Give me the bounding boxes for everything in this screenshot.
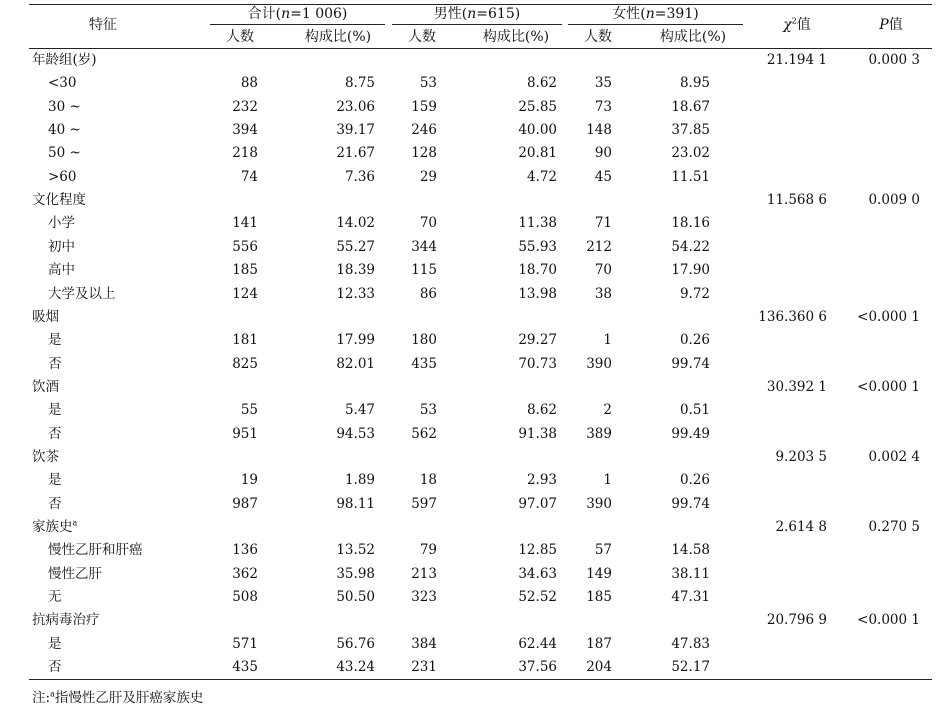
header-female-count: 人数 — [584, 29, 612, 45]
table-row — [29, 539, 932, 562]
male-pct-cell: 13.98 — [518, 285, 557, 302]
male-n-cell: 323 — [411, 589, 437, 606]
total-n-cell: 571 — [232, 635, 258, 652]
total-n-cell: 74 — [240, 168, 258, 185]
female-pct-cell: 47.31 — [671, 589, 710, 606]
table-row — [29, 399, 932, 422]
total-n-cell: 951 — [232, 425, 258, 442]
item-label: 慢性乙肝和肝癌 — [48, 542, 143, 559]
female-pct-cell: 14.58 — [671, 542, 710, 559]
table-row — [29, 212, 932, 235]
total-n-cell: 185 — [232, 262, 258, 279]
group-rule-male — [392, 24, 562, 25]
category-row — [29, 306, 932, 329]
table-row — [29, 96, 932, 119]
total-pct-cell: 35.98 — [336, 565, 375, 582]
male-pct-cell: 11.38 — [518, 215, 557, 232]
header-total-count: 人数 — [226, 29, 254, 45]
female-n-cell: 35 — [594, 75, 612, 92]
total-n-cell: 435 — [232, 659, 258, 676]
chi-square-value: 21.194 1 — [766, 52, 827, 68]
female-pct-cell: 11.51 — [671, 168, 710, 185]
male-pct-cell: 55.93 — [518, 238, 557, 255]
female-pct-cell: 52.17 — [671, 659, 710, 676]
total-n-cell: 218 — [232, 145, 258, 162]
female-n-cell: 212 — [586, 238, 612, 255]
total-pct-cell: 12.33 — [336, 285, 375, 302]
header-male-pct: 构成比(%) — [482, 29, 550, 45]
chi-square-value: 2.614 8 — [775, 519, 827, 535]
total-pct-cell: 14.02 — [336, 215, 375, 232]
female-pct-cell: 17.90 — [671, 262, 710, 279]
male-n-cell: 53 — [419, 75, 437, 92]
category-label: 年龄组(岁) — [32, 52, 97, 68]
female-n-cell: 73 — [594, 98, 612, 115]
male-n-cell: 115 — [411, 262, 437, 279]
table-row — [29, 236, 932, 259]
item-label: 高中 — [48, 262, 75, 279]
female-pct-cell: 23.02 — [671, 145, 710, 162]
total-n-cell: 394 — [232, 122, 258, 139]
male-n-cell: 246 — [411, 122, 437, 139]
item-label: 否 — [48, 495, 62, 512]
female-n-cell: 45 — [594, 168, 612, 185]
item-label: 初中 — [48, 238, 75, 255]
total-pct-cell: 50.50 — [336, 589, 375, 606]
female-pct-cell: 47.83 — [671, 635, 710, 652]
header-group-male: 男性(n=615) — [433, 6, 521, 22]
table-row — [29, 656, 932, 679]
female-n-cell: 149 — [586, 565, 612, 582]
group-rule-total — [210, 24, 385, 25]
male-pct-cell: 70.73 — [518, 355, 557, 372]
female-pct-cell: 18.67 — [671, 98, 710, 115]
female-n-cell: 148 — [586, 122, 612, 139]
male-n-cell: 53 — [419, 402, 437, 419]
total-n-cell: 181 — [232, 332, 258, 349]
female-n-cell: 57 — [594, 542, 612, 559]
bottom-rule — [29, 679, 932, 680]
total-pct-cell: 39.17 — [336, 122, 375, 139]
female-n-cell: 204 — [586, 659, 612, 676]
female-pct-cell: 99.49 — [671, 425, 710, 442]
p-value: <0.000 1 — [857, 612, 920, 629]
category-label: 吸烟 — [32, 308, 59, 325]
male-n-cell: 29 — [419, 168, 437, 185]
category-label: 文化程度 — [32, 192, 86, 209]
item-label: <30 — [48, 75, 77, 92]
female-n-cell: 70 — [594, 262, 612, 279]
table-row — [29, 586, 932, 609]
item-label: 是 — [48, 635, 62, 652]
total-pct-cell: 8.75 — [344, 75, 375, 92]
male-n-cell: 79 — [419, 542, 437, 559]
male-pct-cell: 18.70 — [518, 262, 557, 279]
total-n-cell: 141 — [232, 215, 258, 232]
category-row — [29, 189, 932, 212]
group-rule-female — [568, 24, 743, 25]
header-chi-square: $\chi^2$值 — [783, 16, 811, 33]
male-pct-cell: 20.81 — [518, 145, 557, 162]
total-n-cell: 136 — [232, 542, 258, 559]
total-pct-cell: 82.01 — [336, 355, 375, 372]
female-n-cell: 1 — [603, 332, 612, 349]
total-n-cell: 825 — [232, 355, 258, 372]
male-n-cell: 213 — [411, 565, 437, 582]
chi-square-value: 136.360 6 — [758, 308, 827, 325]
category-row — [29, 516, 932, 539]
total-n-cell: 19 — [240, 472, 258, 489]
female-n-cell: 390 — [586, 495, 612, 512]
male-n-cell: 180 — [411, 332, 437, 349]
female-pct-cell: 18.16 — [671, 215, 710, 232]
total-pct-cell: 1.89 — [344, 472, 375, 489]
total-pct-cell: 7.36 — [344, 168, 375, 185]
category-row — [29, 446, 932, 469]
female-n-cell: 185 — [586, 589, 612, 606]
item-label: 30 ~ — [48, 98, 81, 115]
male-n-cell: 18 — [419, 472, 437, 489]
female-pct-cell: 0.26 — [679, 332, 710, 349]
total-pct-cell: 94.53 — [336, 425, 375, 442]
female-n-cell: 389 — [586, 425, 612, 442]
item-label: >60 — [48, 168, 77, 185]
total-n-cell: 556 — [232, 238, 258, 255]
p-value: <0.000 1 — [857, 378, 920, 395]
header-group-female: 女性(n=391) — [612, 6, 699, 22]
female-pct-cell: 99.74 — [671, 495, 710, 512]
item-label: 否 — [48, 425, 62, 442]
table-row — [29, 142, 932, 165]
male-n-cell: 435 — [411, 355, 437, 372]
male-pct-cell: 4.72 — [526, 168, 557, 185]
total-n-cell: 508 — [232, 589, 258, 606]
table-row — [29, 469, 932, 492]
total-pct-cell: 17.99 — [336, 332, 375, 349]
item-label: 是 — [48, 402, 62, 419]
item-label: 是 — [48, 472, 62, 489]
chi-square-value: 11.568 6 — [766, 192, 827, 209]
category-label: 家族史$^a$ — [32, 518, 78, 535]
male-n-cell: 384 — [411, 635, 437, 652]
item-label: 是 — [48, 332, 62, 349]
total-pct-cell: 43.24 — [336, 659, 375, 676]
female-pct-cell: 9.72 — [679, 285, 710, 302]
male-n-cell: 344 — [411, 238, 437, 255]
male-n-cell: 86 — [419, 285, 437, 302]
table-row — [29, 633, 932, 656]
male-pct-cell: 91.38 — [518, 425, 557, 442]
male-n-cell: 231 — [411, 659, 437, 676]
total-pct-cell: 55.27 — [336, 238, 375, 255]
male-n-cell: 562 — [411, 425, 437, 442]
header-female-pct: 构成比(%) — [659, 29, 727, 45]
male-pct-cell: 8.62 — [526, 75, 557, 92]
female-pct-cell: 0.26 — [679, 472, 710, 489]
total-n-cell: 55 — [240, 402, 258, 419]
table-row — [29, 119, 932, 142]
table-row — [29, 423, 932, 446]
item-label: 无 — [48, 589, 62, 606]
male-pct-cell: 37.56 — [518, 659, 557, 676]
chi-square-value: 9.203 5 — [775, 448, 827, 465]
item-label: 否 — [48, 355, 62, 372]
p-value: 0.000 3 — [868, 52, 920, 68]
category-row — [29, 609, 932, 632]
header-male-count: 人数 — [408, 29, 436, 45]
male-pct-cell: 12.85 — [518, 542, 557, 559]
table-row — [29, 329, 932, 352]
table-row — [29, 166, 932, 189]
total-pct-cell: 98.11 — [336, 495, 375, 512]
male-pct-cell: 34.63 — [518, 565, 557, 582]
male-pct-cell: 40.00 — [518, 122, 557, 139]
item-label: 小学 — [48, 215, 75, 232]
table-row — [29, 259, 932, 282]
chi-square-value: 30.392 1 — [766, 378, 827, 395]
male-pct-cell: 62.44 — [518, 635, 557, 652]
male-pct-cell: 8.62 — [526, 402, 557, 419]
p-value: 0.009 0 — [868, 192, 920, 209]
category-row — [29, 49, 932, 72]
total-pct-cell: 13.52 — [336, 542, 375, 559]
total-n-cell: 124 — [232, 285, 258, 302]
total-n-cell: 987 — [232, 495, 258, 512]
male-pct-cell: 25.85 — [518, 98, 557, 115]
total-n-cell: 362 — [232, 565, 258, 582]
p-value: 0.002 4 — [868, 448, 920, 465]
total-pct-cell: 5.47 — [344, 402, 375, 419]
total-pct-cell: 23.06 — [336, 98, 375, 115]
chi-square-value: 20.796 9 — [766, 612, 827, 629]
item-label: 50 ~ — [48, 145, 81, 162]
male-pct-cell: 52.52 — [518, 589, 557, 606]
total-n-cell: 88 — [240, 75, 258, 92]
female-n-cell: 38 — [594, 285, 612, 302]
category-label: 饮酒 — [32, 378, 59, 395]
male-pct-cell: 97.07 — [518, 495, 557, 512]
total-pct-cell: 18.39 — [336, 262, 375, 279]
category-row — [29, 376, 932, 399]
female-pct-cell: 99.74 — [671, 355, 710, 372]
female-n-cell: 187 — [586, 635, 612, 652]
male-pct-cell: 29.27 — [518, 332, 557, 349]
male-n-cell: 128 — [411, 145, 437, 162]
total-n-cell: 232 — [232, 98, 258, 115]
female-pct-cell: 8.95 — [679, 75, 710, 92]
header-feature: 特征 — [89, 17, 117, 33]
table-row — [29, 353, 932, 376]
female-pct-cell: 38.11 — [671, 565, 710, 582]
item-label: 40 ~ — [48, 122, 81, 139]
male-pct-cell: 2.93 — [526, 472, 557, 489]
female-n-cell: 71 — [594, 215, 612, 232]
category-label: 抗病毒治疗 — [32, 612, 100, 629]
p-value: 0.270 5 — [868, 519, 920, 535]
header-p-value: P值 — [879, 17, 903, 33]
total-pct-cell: 56.76 — [336, 635, 375, 652]
header-total-pct: 构成比(%) — [304, 29, 372, 45]
table-row — [29, 283, 932, 306]
female-pct-cell: 54.22 — [671, 238, 710, 255]
male-n-cell: 597 — [411, 495, 437, 512]
item-label: 大学及以上 — [48, 285, 116, 302]
female-pct-cell: 37.85 — [671, 122, 710, 139]
male-n-cell: 70 — [419, 215, 437, 232]
female-n-cell: 2 — [603, 402, 612, 419]
item-label: 慢性乙肝 — [48, 565, 102, 582]
female-n-cell: 390 — [586, 355, 612, 372]
female-n-cell: 1 — [603, 472, 612, 489]
male-n-cell: 159 — [411, 98, 437, 115]
category-label: 饮茶 — [32, 448, 59, 465]
total-pct-cell: 21.67 — [336, 145, 375, 162]
p-value: <0.000 1 — [857, 308, 920, 325]
table-row — [29, 563, 932, 586]
table-row — [29, 72, 932, 95]
header-group-total: 合计(n=1 006) — [247, 6, 348, 22]
female-pct-cell: 0.51 — [679, 402, 710, 419]
item-label: 否 — [48, 659, 62, 676]
footnote: 注:$^a$指慢性乙肝及肝癌家族史 — [32, 689, 204, 706]
table-row — [29, 493, 932, 516]
female-n-cell: 90 — [594, 145, 612, 162]
